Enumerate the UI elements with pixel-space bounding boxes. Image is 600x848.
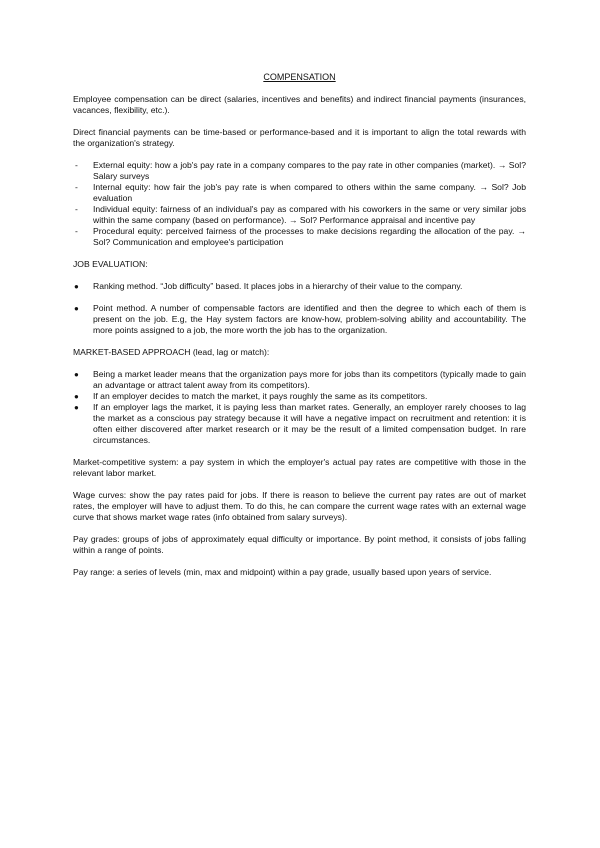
list-item [73, 204, 526, 226]
market-approach-list [73, 369, 526, 446]
job-evaluation-heading: JOB EVALUATION: [73, 259, 148, 269]
intro-paragraph-compensation: Employee compensation can be direct (salaries, incentives and benefits) and indirect financial payments (insurances, vacances, flexibility, etc.). [73, 94, 526, 115]
equity-item-internal: Internal equity: how fair the job's pay rate is when compared to others within the same company. → Sol? Job evaluation [93, 182, 526, 203]
list-item [73, 281, 526, 292]
job-evaluation-ranking-method: Ranking method. “Job difficulty” based. It places jobs in a hierarchy of their value to the company. [93, 281, 463, 291]
market-lag-item: If an employer lags the market, it is paying less than market rates. Generally, an employer rarely chooses to lag the market as a conscious pay strategy because it will have a negative impact on recruitment and retention: it is often either discovered after market research or it may be the result of a limited compensation budget. In rare circumstances. [93, 402, 526, 445]
list-item [73, 303, 526, 336]
equity-item-procedural: Procedural equity: perceived fairness of the processes to make decisions regarding the allocation of the pay. → Sol? Communication and employee's participation [93, 226, 526, 247]
dash-marker: - [75, 226, 78, 236]
dash-marker: - [75, 182, 78, 192]
dash-marker: - [75, 204, 78, 214]
list-item [73, 391, 526, 402]
dash-marker: - [75, 160, 78, 170]
list-item [73, 160, 526, 182]
equity-item-individual: Individual equity: fairness of an individual's pay as compared with his coworkers in the same or very similar jobs within the same company (based on performance). → Sol? Performance appraisal and incentive pay [93, 204, 526, 225]
definition-pay-grades: Pay grades: groups of jobs of approximately equal difficulty or importance. By point method, it consists of jobs falling within a range of points. [73, 534, 526, 555]
definition-wage-curves: Wage curves: show the pay rates paid for jobs. If there is reason to believe the current pay rates are out of market rates, the employer will have to adjust them. To do this, he can compare the current wage rates with an external wage curve that shows market wage rates (info obtained from salary surveys). [73, 490, 526, 522]
bullet-marker: ● [74, 304, 79, 313]
definition-market-competitive-system: Market-competitive system: a pay system in which the employer's actual pay rates are competitive with those in the relevant labor market. [73, 457, 526, 478]
equity-list [73, 160, 526, 248]
list-item [73, 369, 526, 391]
bullet-marker: ● [74, 403, 79, 412]
document-title: COMPENSATION [263, 72, 336, 82]
list-item [73, 402, 526, 446]
intro-paragraph-direct-payments: Direct financial payments can be time-based or performance-based and it is important to align the total rewards with the organization's strategy. [73, 127, 526, 148]
bullet-marker: ● [74, 370, 79, 379]
list-item [73, 182, 526, 204]
definition-pay-range: Pay range: a series of levels (min, max and midpoint) within a pay grade, usually based upon years of service. [73, 567, 492, 577]
market-leader-item: Being a market leader means that the organization pays more for jobs than its competitors (typically made to gain an advantage or attract talent away from its competitors). [93, 369, 526, 390]
bullet-marker: ● [74, 282, 79, 291]
bullet-marker: ● [74, 392, 79, 401]
job-evaluation-list [73, 281, 526, 336]
document-page [73, 72, 526, 589]
list-item [73, 226, 526, 248]
market-approach-heading: MARKET-BASED APPROACH (lead, lag or match): [73, 347, 270, 357]
equity-item-external: External equity: how a job's pay rate in a company compares to the pay rate in other companies (market). → Sol? Salary surveys [93, 160, 526, 181]
market-match-item: If an employer decides to match the market, it pays roughly the same as its competitors. [93, 391, 428, 401]
job-evaluation-point-method: Point method. A number of compensable factors are identified and then the degree to which each of them is present on the job. E.g, the Hay system factors are know-how, problem-solving ability and accountability. The more points assigned to a job, the more worth the job has to the organization. [93, 303, 526, 335]
